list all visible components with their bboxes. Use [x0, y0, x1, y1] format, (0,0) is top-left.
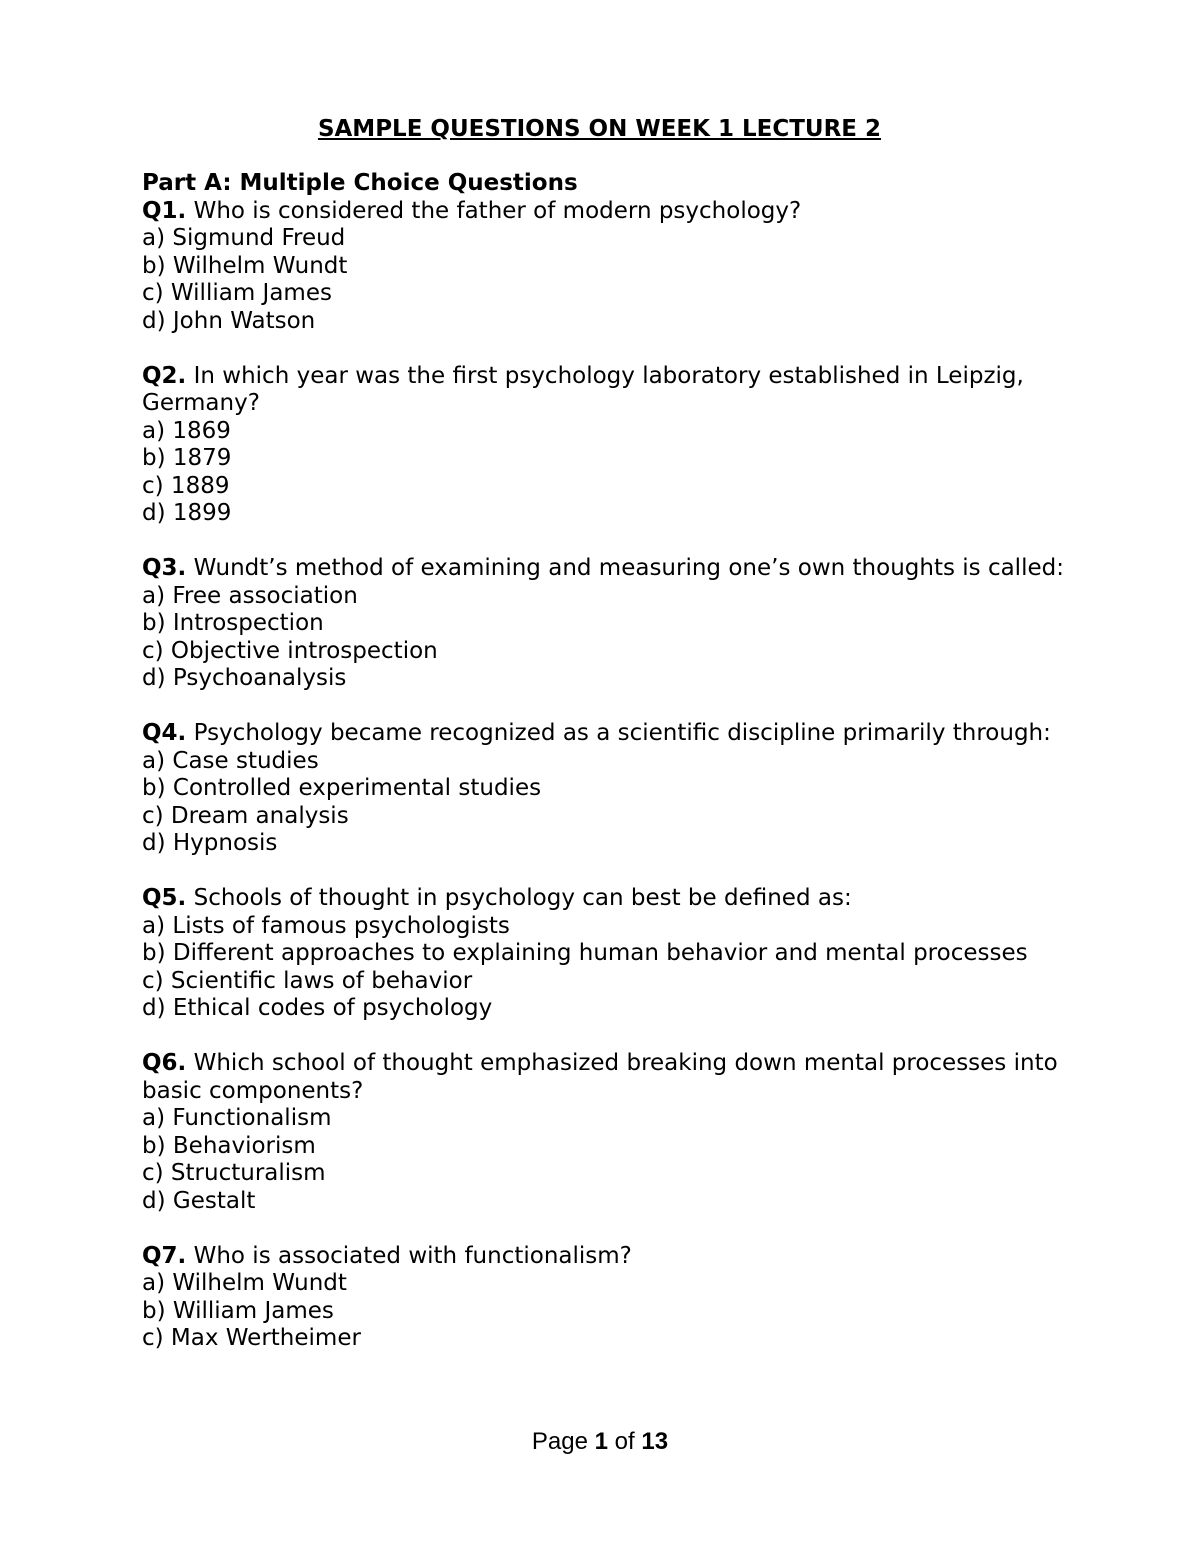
- part-heading: Part A: Multiple Choice Questions: [142, 170, 578, 196]
- total-pages-number: 13: [641, 1428, 669, 1455]
- question-stem: In which year was the first psychology laboratory established in Leipzig, Germany?: [142, 362, 1024, 416]
- page-content: [142, 115, 1072, 1380]
- question-text: [142, 1050, 1072, 1105]
- answer-option: d) 1899: [142, 500, 232, 526]
- question-text: [142, 555, 1072, 583]
- answer-option: a) Functionalism: [142, 1105, 332, 1131]
- question-text: [142, 720, 1072, 748]
- answer-option: c) William James: [142, 280, 332, 306]
- answer-option: a) Case studies: [142, 747, 319, 774]
- of-label: of: [608, 1428, 642, 1455]
- question-number: Q7.: [142, 1242, 187, 1269]
- answer-option: c) Scientific laws of behavior: [142, 967, 473, 994]
- answer-option: b) 1879: [142, 445, 232, 471]
- answer-option: b) Wilhelm Wundt: [142, 252, 348, 279]
- question-block: [142, 720, 1072, 858]
- answer-option: a) 1869: [142, 417, 231, 444]
- answer-option: d) Psychoanalysis: [142, 665, 347, 691]
- answer-option: a) Sigmund Freud: [142, 225, 346, 251]
- question-text: [142, 198, 1072, 226]
- answer-option: c) Structuralism: [142, 1160, 326, 1186]
- question-stem: Which school of thought emphasized breaking down mental processes into basic components?: [142, 1050, 1058, 1104]
- answer-option: b) Behaviorism: [142, 1132, 316, 1159]
- answer-option: d) John Watson: [142, 307, 316, 334]
- question-text: [142, 1243, 1072, 1271]
- question-block: [142, 885, 1072, 1023]
- document-title: SAMPLE QUESTIONS ON WEEK 1 LECTURE 2: [317, 116, 882, 142]
- answer-option: c) 1889: [142, 472, 230, 499]
- question-text: [142, 885, 1072, 913]
- question-block: [142, 363, 1072, 528]
- answer-option: b) Different approaches to explaining human behavior and mental processes: [142, 940, 1028, 966]
- question-stem: Wundt’s method of examining and measuring one’s own thoughts is called:: [186, 555, 1064, 581]
- questions-list: [142, 198, 1072, 1353]
- answer-option: c) Dream analysis: [142, 802, 349, 829]
- question-text: [142, 363, 1072, 418]
- question-number: Q3.: [142, 555, 187, 581]
- question-block: [142, 1050, 1072, 1215]
- question-block: [142, 1243, 1072, 1353]
- question-number: Q2.: [142, 362, 187, 389]
- question-number: Q5.: [142, 885, 187, 911]
- answer-option: c) Objective introspection: [142, 637, 438, 664]
- question-number: Q4.: [142, 720, 187, 746]
- page-label: Page: [531, 1428, 595, 1455]
- answer-option: b) William James: [142, 1297, 334, 1324]
- question-stem: Psychology became recognized as a scientific discipline primarily through:: [186, 720, 1051, 746]
- answer-option: b) Controlled experimental studies: [142, 775, 542, 801]
- question-stem: Who is associated with functionalism?: [186, 1242, 632, 1269]
- question-number: Q1.: [142, 197, 187, 224]
- question-block: [142, 555, 1072, 693]
- answer-option: d) Ethical codes of psychology: [142, 995, 493, 1021]
- answer-option: a) Free association: [142, 582, 358, 609]
- page-footer: [0, 1428, 1200, 1456]
- question-stem: Schools of thought in psychology can best be defined as:: [186, 885, 852, 911]
- question-number: Q6.: [142, 1050, 187, 1076]
- question-stem: Who is considered the father of modern psychology?: [186, 197, 802, 224]
- answer-option: b) Introspection: [142, 610, 324, 636]
- answer-option: c) Max Wertheimer: [142, 1325, 361, 1351]
- answer-option: d) Gestalt: [142, 1187, 256, 1214]
- question-block: [142, 198, 1072, 336]
- answer-option: a) Lists of famous psychologists: [142, 912, 510, 939]
- current-page-number: 1: [594, 1428, 608, 1455]
- answer-option: d) Hypnosis: [142, 830, 278, 856]
- answer-option: a) Wilhelm Wundt: [142, 1270, 347, 1296]
